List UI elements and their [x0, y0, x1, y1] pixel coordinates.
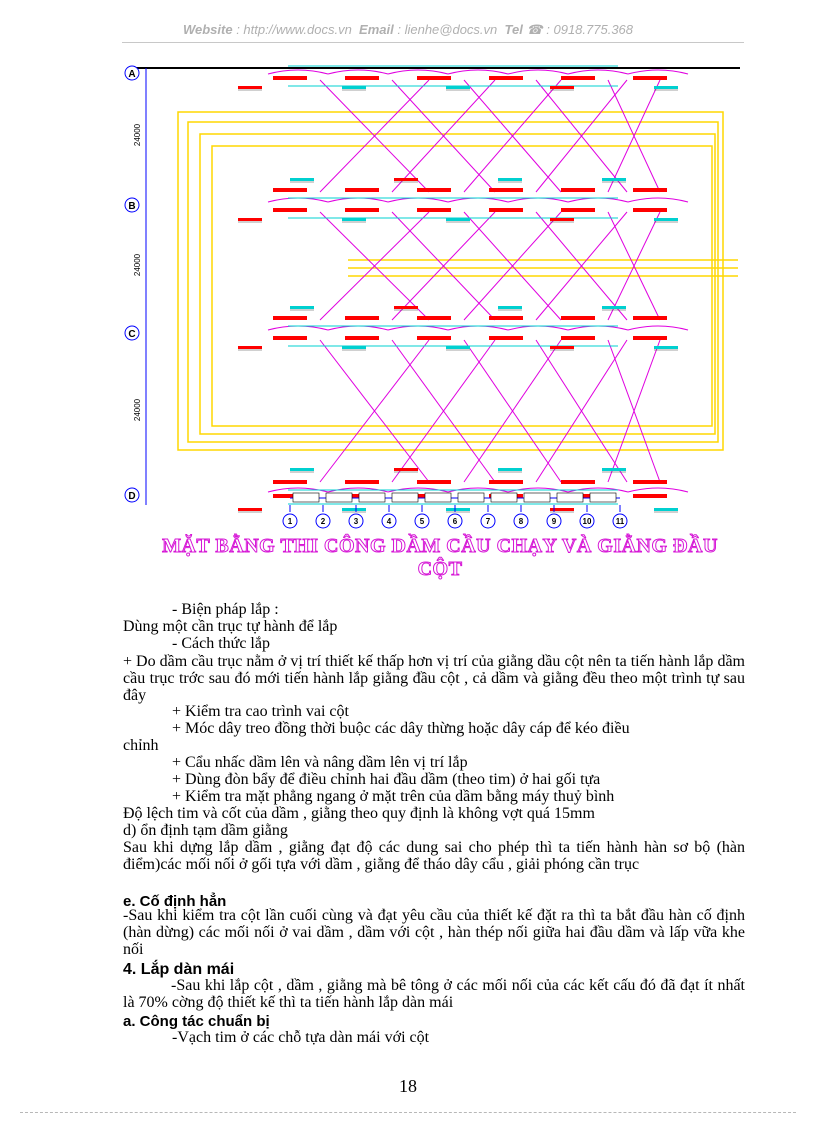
beam-0-1-3 — [489, 76, 523, 80]
beam-1-0-2 — [417, 188, 451, 192]
axis-row-label-C: C — [128, 329, 136, 340]
arc-2-2 — [388, 326, 448, 330]
tag-2-2 — [342, 346, 366, 349]
website-label: Website — [182, 22, 233, 37]
axis-row-label-A: A — [128, 69, 136, 80]
tag-2-1 — [290, 306, 314, 309]
beam-1-0-0 — [273, 188, 307, 192]
dimension-box-0 — [293, 493, 319, 502]
beam-3-0-2 — [417, 480, 451, 484]
tag-1-1 — [290, 178, 314, 181]
tag-1-6 — [550, 218, 574, 221]
method-heading: - Biện pháp lắp : — [172, 601, 279, 618]
tag-0-6 — [550, 86, 574, 89]
tag-2-6 — [550, 346, 574, 349]
tag-1-2 — [342, 218, 366, 221]
beam-0-1-1 — [345, 76, 379, 80]
beam-3-0-0 — [273, 480, 307, 484]
arc-1-3 — [448, 198, 508, 202]
beam-1-0-5 — [633, 188, 667, 192]
construction-drawing — [118, 60, 748, 530]
beam-1-0-1 — [345, 188, 379, 192]
dimension-box-6 — [491, 493, 517, 502]
tag-1-8 — [654, 218, 678, 221]
beam-2-1-5 — [633, 336, 667, 340]
step-adjust-ends: + Dùng đòn bẩy để điều chỉnh hai đầu dầm (theo tim) ở hai gối tựa — [172, 771, 601, 788]
step-hook-rope-cont: chỉnh — [123, 737, 159, 754]
dimension-box-2 — [359, 493, 385, 502]
beam-1-1-3 — [489, 208, 523, 212]
beam-2-0-0 — [273, 316, 307, 320]
axis-col-label-9: 9 — [551, 517, 557, 526]
tag-3-2 — [342, 508, 366, 511]
website-value: : http://www.docs.vn — [236, 22, 352, 37]
tag-2-0 — [238, 346, 262, 349]
axis-col-label-8: 8 — [518, 517, 524, 526]
axis-col-label-1: 1 — [287, 517, 293, 526]
drawing-title: MẶT BẰNG THI CÔNG DẦM CẦU CHẠY VÀ GIẰNG ĐẦU CỘT — [162, 535, 718, 580]
tag-0-4 — [446, 86, 470, 89]
tag-3-0 — [238, 508, 262, 511]
footer-divider — [20, 1112, 796, 1113]
beam-1-1-2 — [417, 208, 451, 212]
temp-stability-heading: d) ổn định tạm dầm giằng — [123, 822, 288, 839]
crane-path-1 — [200, 134, 715, 434]
dimension-box-9 — [590, 493, 616, 502]
tel-value: ☎ : 0918.775.368 — [526, 22, 634, 37]
dimension-box-3 — [392, 493, 418, 502]
dimension-box-4 — [425, 493, 451, 502]
page-header — [0, 22, 816, 38]
member-tags — [238, 60, 678, 512]
axis-col-label-10: 10 — [582, 517, 592, 526]
axis-col-label-7: 7 — [485, 517, 491, 526]
beam-0-1-0 — [273, 76, 307, 80]
beam-0-1-5 — [633, 76, 667, 80]
marking-line: -Vạch tim ở các chỗ tựa dàn mái với cột — [172, 1029, 430, 1046]
arc-2-1 — [328, 326, 388, 330]
arc-1-5 — [568, 198, 628, 202]
tag-2-3 — [394, 306, 418, 309]
tag-3-3 — [394, 468, 418, 471]
tag-1-7 — [602, 178, 626, 181]
tag-2-8 — [654, 346, 678, 349]
how-heading: - Cách thức lắp — [172, 635, 270, 652]
dimension-box-7 — [524, 493, 550, 502]
tag-2-5 — [498, 306, 522, 309]
dimension-label-1: 24000 — [133, 253, 142, 277]
step-check-level: + Kiểm tra mặt phẳng ngang ở mặt trên của dầm bằng máy thuỷ bình — [172, 788, 615, 805]
beam-2-0-4 — [561, 316, 595, 320]
beam-0-1-4 — [561, 76, 595, 80]
arc-2-3 — [448, 326, 508, 330]
arc-0-6 — [628, 70, 688, 74]
axis-col-label-5: 5 — [419, 517, 425, 526]
arc-3-6 — [628, 488, 688, 492]
beam-1-0-4 — [561, 188, 595, 192]
header-divider — [122, 42, 744, 43]
step-check-elevation: + Kiểm tra cao trình vai cột — [172, 703, 349, 720]
arc-0-2 — [388, 70, 448, 74]
axis-col-label-4: 4 — [386, 517, 392, 526]
tag-3-8 — [654, 508, 678, 511]
tag-3-4 — [446, 508, 470, 511]
tag-0-8 — [654, 86, 678, 89]
axis-row-label-D: D — [128, 491, 136, 502]
paragraph-tack-weld: Sau khi dựng lắp dầm , giằng đạt độ các dung sai cho phép thì ta tiến hành hàn sơ bộ (hàn điểm)các mối nối ở gối tựa với dầm , giằng để tháo dây cẩu , giải phóng cần trục — [123, 839, 745, 873]
tag-1-5 — [498, 178, 522, 181]
axis-col-label-2: 2 — [320, 517, 326, 526]
crane-beams — [273, 60, 667, 504]
beam-2-0-3 — [489, 316, 523, 320]
beam-1-1-4 — [561, 208, 595, 212]
arc-0-4 — [508, 70, 568, 74]
dimension-box-1 — [326, 493, 352, 502]
beam-3-0-4 — [561, 480, 595, 484]
beam-2-1-4 — [561, 336, 595, 340]
page-number: 18 — [399, 1076, 417, 1096]
arc-1-2 — [388, 198, 448, 202]
email-label: Email — [359, 22, 394, 37]
tag-3-5 — [498, 468, 522, 471]
section-e-heading: e. Cố định hẳn — [123, 893, 227, 910]
beam-2-0-2 — [417, 316, 451, 320]
beam-0-1-2 — [417, 76, 451, 80]
arc-0-5 — [568, 70, 628, 74]
paragraph-roof-truss: -Sau khi lắp cột , dầm , giằng mà bê tông ở các mối nối của các kết cấu đó đã đạt ít nhất là 70% cờng độ thiết kế thì ta tiến hành lắp dàn mái — [123, 977, 745, 1011]
beam-2-1-1 — [345, 336, 379, 340]
beam-1-1-5 — [633, 208, 667, 212]
beam-2-1-0 — [273, 336, 307, 340]
tag-1-4 — [446, 218, 470, 221]
step-lift-beam: + Cẩu nhấc dầm lên và nâng dầm lên vị trí lắp — [172, 754, 468, 771]
beam-1-0-3 — [489, 188, 523, 192]
tel-label: Tel — [504, 22, 523, 37]
beam-3-0-5 — [633, 480, 667, 484]
paragraph-order: + Do dầm cầu trục nằm ở vị trí thiết kế thấp hơn vị trí của giằng dầu cột nên ta tiến hành lắp dầm cầu trục trớc sau đó mới tiến hành lắp giằng đầu cột , cả dầm và giằng đều theo một trình tự sau đây — [123, 653, 745, 704]
axis-col-label-3: 3 — [353, 517, 359, 526]
arc-1-6 — [628, 198, 688, 202]
beam-3-1-5 — [633, 494, 667, 498]
crane-path-0 — [188, 122, 718, 442]
arc-1-4 — [508, 198, 568, 202]
beam-2-1-2 — [417, 336, 451, 340]
section-a-heading: a. Công tác chuẩn bị — [123, 1013, 270, 1030]
section-4-heading: 4. Lắp dàn mái — [123, 961, 235, 978]
arc-0-3 — [448, 70, 508, 74]
beam-3-0-3 — [489, 480, 523, 484]
tag-1-0 — [238, 218, 262, 221]
tag-0-2 — [342, 86, 366, 89]
arc-0-1 — [328, 70, 388, 74]
axis-row-label-B: B — [128, 201, 136, 212]
axis-col-label-11: 11 — [615, 517, 625, 526]
beam-1-1-1 — [345, 208, 379, 212]
beam-2-0-1 — [345, 316, 379, 320]
tag-1-3 — [394, 178, 418, 181]
beam-1-1-0 — [273, 208, 307, 212]
arc-2-4 — [508, 326, 568, 330]
method-text: Dùng một cần trục tự hành để lắp — [123, 618, 338, 635]
tag-2-7 — [602, 306, 626, 309]
dimension-box-8 — [557, 493, 583, 502]
beam-2-0-5 — [633, 316, 667, 320]
axis-col-label-6: 6 — [452, 517, 458, 526]
dimension-box-5 — [458, 493, 484, 502]
arc-2-6 — [628, 326, 688, 330]
tag-3-7 — [602, 468, 626, 471]
paragraph-fix: -Sau khi kiểm tra cột lần cuối cùng và đạt yêu cầu của thiết kế đặt ra thì ta bắt đầu hàn cố định (hàn dừng) các mối nối ở vai dầm , dầm với cột , hàn thép nối giữa hai đầu dầm và lấp vữa khe nối — [123, 907, 745, 958]
dimension-label-2: 24000 — [133, 398, 142, 422]
beam-2-1-3 — [489, 336, 523, 340]
arc-2-5 — [568, 326, 628, 330]
tolerance-line: Độ lệch tim và cốt của dầm , giằng theo quy định là không vợt quá 15mm — [123, 805, 595, 822]
arc-2-0 — [268, 326, 328, 330]
dimension-label-0: 24000 — [133, 123, 142, 147]
tag-0-0 — [238, 86, 262, 89]
step-hook-rope: + Móc dây treo đồng thời buộc các dây thừng hoặc dây cáp để kéo điều — [172, 720, 630, 737]
arc-1-0 — [268, 198, 328, 202]
tag-3-1 — [290, 468, 314, 471]
email-value: : lienhe@docs.vn — [397, 22, 498, 37]
arc-1-1 — [328, 198, 388, 202]
arc-0-0 — [268, 70, 328, 74]
beam-3-0-1 — [345, 480, 379, 484]
tag-2-4 — [446, 346, 470, 349]
